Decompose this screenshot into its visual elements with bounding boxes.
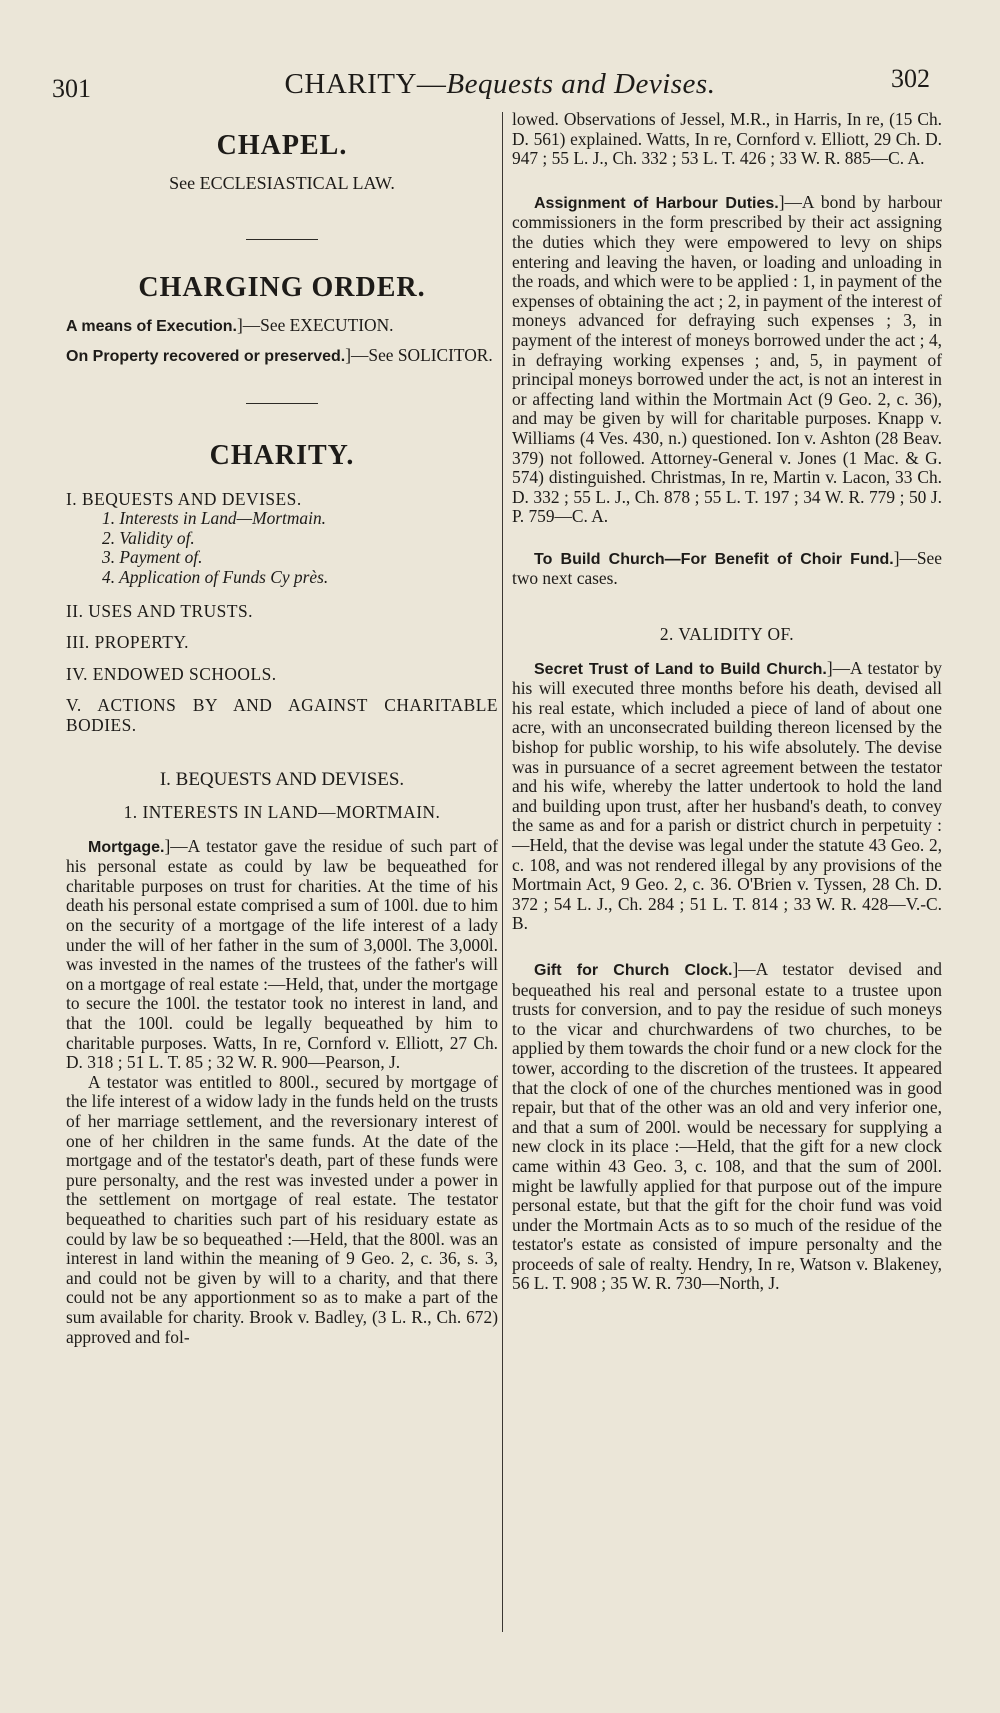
contents-item-1: I. BEQUESTS AND DEVISES.	[66, 488, 302, 509]
secret-trust-entry	[512, 659, 942, 934]
running-header	[0, 62, 1000, 102]
contents-item-5: V. ACTIONS BY AND AGAINST CHARITABLE BODIES.	[66, 695, 498, 735]
running-title-italic: Bequests and Devises.	[446, 68, 716, 100]
contents-sublist	[66, 509, 498, 587]
entry-text: ]—See SOLICITOR.	[345, 345, 493, 366]
contents-subitem-4: 4. Application of Funds Cy près.	[102, 566, 329, 587]
entry-title: Gift for Church Clock.	[534, 961, 733, 979]
entry-title: Secret Trust of Land to Build Church.	[534, 660, 827, 678]
left-column	[66, 110, 498, 1347]
charging-order-heading: CHARGING ORDER.	[138, 272, 426, 304]
chapel-heading: CHAPEL.	[216, 130, 348, 161]
mortgage-entry	[66, 837, 498, 1073]
contents-item-4: IV. ENDOWED SCHOOLS.	[66, 663, 277, 684]
running-title-main: CHARITY—	[284, 68, 447, 100]
page-number-left: 301	[52, 74, 91, 103]
charging-entry-execution	[66, 316, 498, 337]
harbour-duties-entry	[512, 193, 942, 527]
continued-text: lowed. Observations of Jessel, M.R., in Harris, In re, (15 Ch. D. 561) explained. Watts, In re, Cornford v. Elliott, 29 Ch. D. 947 ; 55 L. J., Ch. 332 ; 53 L. T. 426 ; 33 W. R. 885—C. A.	[512, 109, 942, 169]
contents-item-3: III. PROPERTY.	[66, 632, 190, 653]
contents-subitem-2: 2. Validity of.	[102, 527, 195, 548]
contents-subitem-1: 1. Interests in Land—Mortmain.	[102, 508, 326, 529]
charity-contents-list	[66, 490, 498, 736]
entry-text: ]—See EXECUTION.	[237, 314, 394, 335]
column-divider	[502, 112, 503, 1632]
entry-title: To Build Church—For Benefit of Choir Fund.	[534, 550, 894, 568]
church-clock-entry	[512, 960, 942, 1294]
entry-text: ]—A testator devised and bequeathed his real and personal estate to a trustee upon trusts for conversion, and to pay the residue of such moneys to the vicar and churchwardens of two churches, to be applied by them towards the choir fund or a new clock for the tower, according to the discretion of the trustees. It appeared that the clock of one of the churches mentioned was in good repair, but that of the other was an old and very inferior one, and that a sum of 200l. would be necessary for supplying a new clock in its place :—Held, that the gift for a new clock came within 43 Geo. 3, c. 108, and that the sum of 200l. might be lawfully applied for that purpose out of the impure personal estate, but that the gift for the choir fund was void under the Mortmain Acts as to so much of the residue of the testator's estate as consisted of impure personalty and the proceeds of sale of realty. Hendry, In re, Watson v. Blakeney, 56 L. T. 908 ; 35 W. R. 730—North, J.	[512, 958, 942, 1294]
section-heading-bequests: I. BEQUESTS AND DEVISES.	[159, 768, 405, 790]
running-title	[0, 68, 1000, 101]
entry-title: On Property recovered or preserved.	[66, 348, 346, 366]
charity-heading: CHARITY.	[209, 439, 355, 471]
entry-text: ]—A testator gave the residue of such part of his personal estate as could by law be bequeathed for charitable purposes on trust for charities. At the time of his death his personal estate comprised a sum of 100l. due to him on the security of a mortgage of the life interest of a lady under the will of her father in the sum of 3,000l. The 3,000l. was invested in the names of the trustees of the father's will on a mortgage of real estate :—Held, that, under the mortgage to secure the 100l. the testator took no interest in land, and that the 100l. could be legally bequeathed by him to charitable purposes. Watts, In re, Cornford v. Elliott, 27 Ch. D. 318 ; 51 L. T. 85 ; 32 W. R. 900—Pearson, J.	[66, 835, 498, 1073]
entry-text: ]—A testator by his will executed three months before his death, devised all his real estate, which included a piece of land of about one acre, with an unconsecrated building thereon licensed by the bishop for public worship, to his wife absolutely. The devise was in pursuance of a secret agreement between the testator and his wife, whereby the latter undertook to hold the land and building upon trust, after her husband's death, to convey the same as and for a parish or district church in perpetuity :—Held, that the devise was legal under the statute 43 Geo. 2, c. 108, and was not rendered illegal by any provisions of the Mortmain Act, 9 Geo. 2, c. 36. O'Brien v. Tyssen, 28 Ch. D. 372 ; 54 L. J., Ch. 284 ; 51 L. T. 814 ; 33 W. R. 428—V.-C. B.	[512, 657, 942, 934]
page-number-right: 302	[891, 64, 930, 93]
right-column	[512, 110, 942, 1294]
contents-subitem-3: 3. Payment of.	[102, 547, 203, 568]
entry-text: ]—A bond by harbour commissioners in the form prescribed by their act assigning the duties which they were empowered to levy on ships entering and leaving the haven, or loading and unloading in the roads, and which were to be applied : 1, in payment of the expenses of obtaining the act ; 2, in payment of the interest of moneys advanced for defraying such expenses ; 3, in payment of the interest of moneys borrowed under the act ; 4, in defraying working expenses ; and, 5, in payment of principal moneys borrowed under the act, is not an interest in or affecting land within the Mortmain Act (9 Geo. 2, c. 36), and may be given by will for charitable purposes. Knapp v. Williams (4 Ves. 430, n.) questioned. Ion v. Ashton (28 Beav. 379) not followed. Attorney-General v. Jones (1 Mac. & G. 574) distinguished. Christmas, In re, Martin v. Lacon, 33 Ch. D. 332 ; 55 L. J., Ch. 878 ; 55 L. T. 197 ; 34 W. R. 779 ; 50 J. P. 759—C. A.	[512, 191, 942, 527]
mortgage-second-paragraph: A testator was entitled to 800l., secured by mortgage of the life interest of a widow lady in the funds held on the trusts of her marriage settlement, and the reversionary interest of one of her children in the same funds. At the date of the mortgage and of the testator's death, part of these funds were pure personalty, and the rest was invested under a power in the settlement on mortgage of real estate. The testator bequeathed to charities such part of his residuary estate as could by law be so bequeathed :—Held, that the 800l. was an interest in land within the meaning of 9 Geo. 2, c. 36, s. 3, and could not be given by will to a charity, and that there could not be any apportionment so as to make a part of the sum available for charity. Brook v. Badley, (3 L. R., Ch. 672) approved and fol-	[66, 1071, 498, 1347]
entry-title: A means of Execution.	[66, 317, 237, 335]
contents-item-2: II. USES AND TRUSTS.	[66, 600, 253, 621]
subsection-heading-validity: 2. VALIDITY OF.	[659, 624, 795, 645]
chapel-see-reference: See ECCLESIASTICAL LAW.	[169, 172, 395, 193]
charging-entry-property	[66, 346, 498, 367]
entry-text: ]—See two next cases.	[512, 547, 942, 589]
subsection-heading-interests: 1. INTERESTS IN LAND—MORTMAIN.	[123, 802, 441, 823]
entry-title: Assignment of Harbour Duties.	[534, 194, 779, 212]
build-church-entry	[512, 549, 942, 589]
entry-title: Mortgage.	[88, 838, 165, 856]
